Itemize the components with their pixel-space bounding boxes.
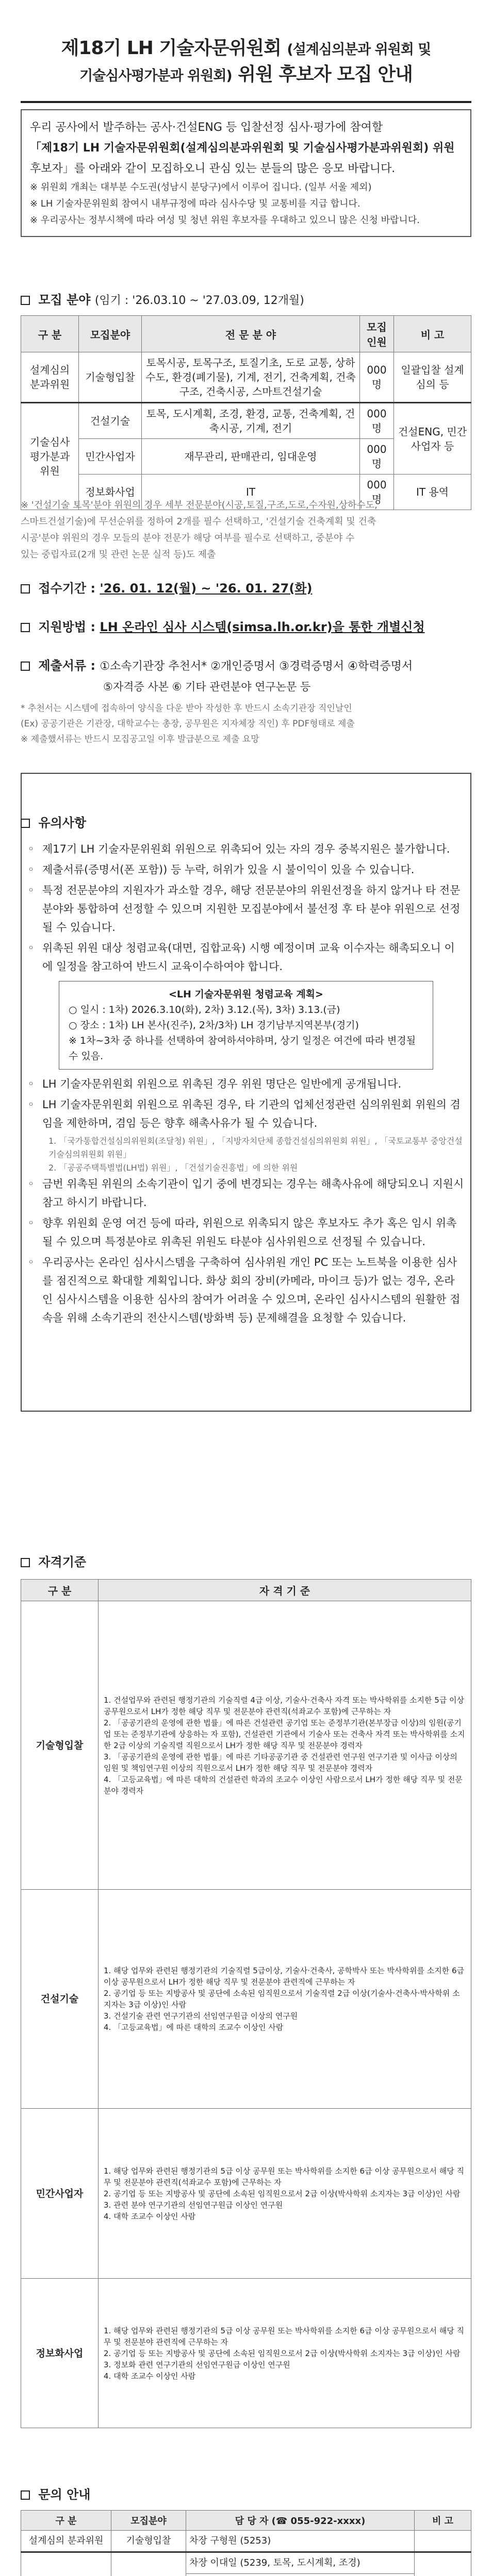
cell-person: 차장 이대일 (5239, 토목, 도시계획, 조경) — [186, 2552, 415, 2574]
cell-note: IT 용역 — [394, 474, 471, 510]
cell-count: 000명 — [360, 474, 394, 510]
notice-subitem: 1. 「국가통합건설심의위원회(조달청) 위원」, 「지방자치단체 종합건설심의위원회 위원」, 「국토교통부 중앙건설기술심의위원회 위원」 — [48, 1136, 463, 1159]
field-table — [21, 315, 471, 510]
table-row — [21, 2279, 471, 2428]
list-item: ◦ 금번 위촉된 위원의 소속기관이 입기 중에 변경되는 경우는 해촉사유에 해당되오니 지원시 참고 하시기 바랍니다. — [28, 1175, 464, 1212]
notice-list — [21, 840, 471, 1329]
notice-text: 금번 위촉된 위원의 소속기관이 입기 중에 변경되는 경우는 해촉사유에 해당되오니 지원시 참고 하시기 바랍니다. — [42, 1178, 464, 1209]
notice-text: 제출서류(증명서(폰 포함)) 등 누락, 허위가 있을 시 불이익이 있을 수 있습니다. — [42, 863, 415, 876]
table-header-row — [21, 1580, 471, 1601]
cell-area — [111, 2552, 186, 2576]
section-recruit-field — [21, 291, 471, 310]
section-sub: (임기 : '26.03.10 ~ '27.03.09, 12개월) — [94, 294, 304, 307]
table-row — [21, 2109, 471, 2279]
section-qualifications — [21, 1553, 471, 1571]
intro-line-1: 우리 공사에서 발주하는 공사·건설ENG 등 입찰선정 심사·평가에 참여할 — [30, 121, 383, 134]
section-documents — [21, 657, 471, 675]
section-label: 제출서류 : — [38, 658, 96, 673]
table-row — [21, 403, 471, 439]
table-header-row — [21, 2511, 471, 2531]
notice-text: 향후 위원회 운영 여건 등에 따라, 위원으로 위촉되지 않은 후보자도 추가 혹은 임시 위촉될 수 있으며 특정분야로 위촉된 위원도 타분야 심사위원으로 선정될 수 있습니다. — [42, 1217, 457, 1248]
notice-text: 특정 전문분야의 지원자가 과소할 경우, 해당 전문분야의 위원선정을 하지 않거나 타 전문분야와 통합하여 선정할 수 있으며 지원한 모집분야에서 불선정 후 타 분야 위원으로 선정될 수 있습니다. — [42, 884, 461, 934]
cell-group — [21, 2552, 111, 2576]
cell-group: 설계심의 분과위원 — [21, 352, 79, 403]
section-notice — [21, 814, 471, 832]
list-item: ◦ LH 기술자문위원회 위원으로 위촉된 경우, 타 기관의 업체선정관련 심의위원회 위원의 겸임을 제한하며, 겸임 등은 향후 해촉사유가 될 수 있습니다. — [28, 1095, 464, 1132]
cell-area: 건설기술 — [79, 403, 142, 439]
list-item: ◦ 위촉된 위원 대상 청렴교육(대면, 집합교육) 시행 예정이며 교육 이수자는 해촉되오니 이에 일정을 참고하여 반드시 교육이수하여야 합니다. — [28, 939, 464, 976]
intro-note-3: ※ 우리공사는 정부시책에 따라 여성 및 청년 위원 후보자를 우대하고 있으니 많은 신청 바랍니다. — [30, 215, 420, 226]
schedule-box — [59, 981, 433, 1070]
title-block — [21, 36, 471, 89]
intro-note-1: ※ 위원회 개최는 대부분 수도권(성남시 분당구)에서 이루어 집니다. (일부 서울 제외) — [30, 182, 372, 193]
section-label: 모집 분야 — [38, 293, 91, 307]
checkbox-square-icon — [21, 819, 30, 828]
documents-note-1: * 추천서는 시스템에 접속하여 양식을 다운 받아 작성한 후 반드시 소속기관장 직인날인 — [21, 703, 352, 714]
checkbox-square-icon — [21, 1558, 30, 1567]
page-title — [21, 36, 471, 62]
cell-category: 기술형입찰 — [21, 1601, 99, 1890]
title-line1-b: (설계심의분과 위원회 및 — [287, 42, 431, 58]
cell-category: 정보화사업 — [21, 2279, 99, 2428]
period-value: '26. 01. 12(월) ~ '26. 01. 27(화) — [100, 581, 313, 596]
table-row — [21, 1890, 471, 2109]
section-contact — [21, 2486, 471, 2503]
documents-line-2: ⑤자격증 사본 ⑥ 기타 관련분야 연구논문 등 — [103, 681, 311, 693]
cell-area: 민간사업자 — [79, 439, 142, 474]
checkbox-square-icon — [21, 584, 30, 594]
cell-category: 민간사업자 — [21, 2109, 99, 2279]
cell-count: 000명 — [360, 439, 394, 474]
cell-criteria: 1. 해당 업무와 관련된 행정기관의 5급 이상 공무원 또는 박사학위를 소지한 6급 이상 공무원으로서 해당 직무 및 전문분야 관련직에 근무하는 자 2. 공기업 등 또는 지방공사 및 공단에 소속된 임직원으로서 2급 이상(박사학위 소지자는 3급 이상)인 사람 3. 정보화 관련 연구기관의 선임연구원급 이상인 연구원 4. 대학 조교수 이상인 사람 — [99, 2279, 471, 2428]
schedule-date: ○ 일시 : 1차) 2026.3.10(화), 2차) 3.12.(목), 3차) 3.13.(금) — [69, 1004, 340, 1015]
th-group: 구 분 — [21, 316, 79, 352]
table-row — [21, 352, 471, 403]
schedule-caption: <LH 기술자문위원 청렴교육 계획> — [169, 989, 323, 1000]
section-label: 접수기간 : — [38, 581, 96, 596]
field-note-3: 시공'분야 위원의 경우 모들의 분야 전문가 해당 여부를 필수로 선택하고, 중분야 수 — [21, 533, 355, 544]
list-item: ◦ 우리공사는 온라인 심사시스템을 구축하여 심사위원 개인 PC 또는 노트북을 이용한 심사를 점진적으로 확대할 계획입니다. 화상 회의 장비(카메라, 마이크 등)가 없는 경우, 온라인 심사시스템을 이용한 심사의 참여가 어려울 수 있으며, 온라인 심사시스템의 원활한 접속을 위해 소속기관의 전산시스템(방화벽 등) 문제해결을 요청할 수 있습니다. — [28, 1253, 464, 1327]
cell-detail: 토목시공, 토목구조, 토질기초, 도로 교통, 상하수도, 환경(폐기물), 기계, 전기, 건축계획, 건축구조, 건축시공, 스마트건설기술 — [142, 352, 360, 403]
table-row — [21, 2531, 471, 2552]
title-rule — [21, 101, 471, 103]
cell-detail: 토목, 도시계획, 조경, 환경, 교통, 건축계획, 건축시공, 기계, 전기 — [142, 403, 360, 439]
th-count: 모집인원 — [360, 316, 394, 352]
section-label: 자격기준 — [38, 1555, 87, 1569]
th-group: 구 분 — [21, 2511, 111, 2531]
th-criteria: 자 격 기 준 — [99, 1580, 471, 1601]
section-apply-method — [21, 618, 471, 636]
intro-box — [21, 109, 471, 237]
checkbox-square-icon — [21, 662, 30, 671]
field-note-2: 스마트건설기술)에 무선순위를 정하여 2개를 필수 선택하고, '건설기술 건축계획 및 건축 — [21, 516, 376, 527]
notice-text: 우리공사는 온라인 심사시스템을 구축하여 심사위원 개인 PC 또는 노트북을 이용한 심사를 점진적으로 확대할 계획입니다. 화상 회의 장비(카메라, 마이크 등)가 없는 경우, 온라인 심사시스템을 이용한 심사의 참여가 어려울 수 있으며, 온라인 심사시스템의 원활한 접속을 위해 소속기관의 전산시스템(방화벽 등) 문제해결을 요청할 수 있습니다. — [42, 1256, 461, 1324]
cell-criteria: 1. 건설업무와 관련된 행정기관의 기술직렬 4급 이상, 기술사·건축사 자격 또는 박사학위를 소지한 5급 이상 공무원으로서 LH가 정한 해당 직무 및 전문분야 관련직(석좌교수 포함)에 근무하는 자 2. 「공공기관의 운영에 관한 법률」에 따른 건설관련 공기업 또는 준정부기관(본부장급 이상)의 임원(공기업 또는 준정부기관에 상응하는 자 포함), 건설관련 기관에서 기술사 또는 건축사 자격 또는 박사학위를 소지한 2급 이상의 기술직렬 직원으로서 LH가 정한 해당 직무 및 전문분야 경력자 3. 「공공기관의 운영에 관한 법률」에 따른 기타공공기관 중 건설관련 연구원 연구기관 및 이사급 이상의 임원 및 책임연구원 이상의 직원으로서 LH가 정한 해당 직무 및 전문분야 경력자 4. 「고등교육법」에 따른 대학의 건설관련 학과의 조교수 이상인 사람으로서 LH가 정한 해당 직무 및 전문분야 경력자 — [99, 1601, 471, 1890]
intro-note-2: ※ LH 기술자문위원회 참여시 내부규정에 따라 심사수당 및 교통비를 지급 합니다. — [30, 198, 360, 209]
title-line2-b: 위원 후보자 모집 안내 — [238, 64, 413, 85]
th-area: 모집분야 — [111, 2511, 186, 2531]
list-item: ◦ 향후 위원회 운영 여건 등에 따라, 위원으로 위촉되지 않은 후보자도 추가 혹은 임시 위촉될 수 있으며 특정분야로 위촉된 위원도 타분야 심사위원으로 선정될 수 있습니다. — [28, 1214, 464, 1251]
th-category: 구 분 — [21, 1580, 99, 1601]
cell-area: 정보화사업 — [79, 474, 142, 510]
cell-note: 건설ENG, 민간사업자 등 — [394, 403, 471, 474]
contact-table — [21, 2510, 471, 2576]
documents-line-1: ①소속기관장 추천서* ②개인증명서 ③경력증명서 ④학력증명서 — [100, 660, 413, 673]
checkbox-square-icon — [21, 2490, 30, 2500]
cell-detail: IT — [142, 474, 360, 510]
cell-person: 차장 구형원 (5253) — [186, 2531, 415, 2552]
cell-person — [186, 2574, 415, 2576]
notice-text: LH 기술자문위원회 위원으로 위촉된 경우 위원 명단은 일반에게 공개됩니다. — [42, 1078, 402, 1090]
documents-note-3: ※ 제출했서류는 반드시 모집공고일 이후 발급분으로 제출 요망 — [21, 734, 259, 744]
section-label: 지원방법 : — [38, 620, 96, 634]
cell-count: 000명 — [360, 352, 394, 403]
schedule-note: ※ 1차~3차 중 하나를 선택하여 참여하셔야하며, 상기 일정은 여건에 따라 변경될 수 있음. — [69, 1035, 416, 1062]
cell-detail: 재무관리, 판매관리, 임대운영 — [142, 439, 360, 474]
section-label: 유의사항 — [38, 816, 87, 830]
cell-criteria: 1. 해당 업무와 관련된 행정기관의 기술직렬 5급이상, 기술사·건축사, 공학박사 또는 박사학위를 소지한 6급 이상 공무원으로서 LH가 정한 해당 직무 및 전문분야 관련직에 근무하는 자 2. 공기업 등 또는 지방공사 및 공단에 소속된 임직원으로서 기술직렬 2급 이상(기술사·건축사·박사학위 소지자는 3급 이상)인 사람 3. 건설기술 관련 연구기관의 선임연구원급 이상의 연구원 4. 「고등교육법」에 따른 대학의 조교수 이상인 사람 — [99, 1890, 471, 2109]
intro-line-3: 후보자」를 아래와 같이 모집하오니 관심 있는 분들의 많은 응모 바랍니다. — [30, 162, 396, 175]
field-note-1: ※ '건설기술 토목'분야 위원의 경우 세부 전문분야(시공,토질,구조,도로,수자원,상하수도, — [21, 500, 378, 511]
table-row — [21, 2552, 471, 2574]
list-item: ◦ LH 기술자문위원회 위원으로 위촉된 경우 위원 명단은 일반에게 공개됩니다. — [28, 1075, 464, 1093]
th-area: 모집분야 — [79, 316, 142, 352]
cell-area: 기술형입찰 — [111, 2531, 186, 2552]
cell-area: 기술형입찰 — [79, 352, 142, 403]
intro-line-2: 「제18기 LH 기술자문위원회(설계심의분과위원회 및 기술심사평가분과위원회) 위원 — [30, 142, 455, 155]
documents-notes — [21, 701, 471, 747]
checkbox-square-icon — [21, 296, 30, 305]
documents-block — [21, 677, 471, 696]
cell-note — [415, 2531, 471, 2552]
table-row — [21, 1601, 471, 1890]
notice-text: LH 기술자문위원회 위원으로 위촉된 경우, 타 기관의 업체선정관련 심의위원회 위원의 겸임을 제한하며, 겸임 등은 향후 해촉사유가 될 수 있습니다. — [42, 1098, 461, 1129]
notice-subitem: 2. 「공공주택특별법(LH법) 위원」, 「건설기술진흥법」에 의한 위원 — [48, 1163, 298, 1173]
cell-criteria: 1. 해당 업무와 관련된 행정기관의 5급 이상 공무원 또는 박사학위를 소지한 6급 이상 공무원으로서 해당 직무 및 전문분야 관련직(석좌교수 포함)에 근무하는 자 2. 공기업 등 또는 지방공사 및 공단에 소속된 임직원으로서 2급 이상(박사학위 소지자는 3급 이상)인 사람 3. 관련 분야 연구기관의 선임연구원급 이상인 연구원 4. 대학 조교수 이상인 사람 — [99, 2109, 471, 2279]
section-label: 문의 안내 — [38, 2487, 91, 2502]
field-note-4: 있는 중립자료(2개 및 관련 논문 실적 등)도 제출 — [21, 549, 216, 560]
list-item: ◦ 제17기 LH 기술자문위원회 위원으로 위촉되어 있는 자의 경우 중복지원은 불가합니다. — [28, 840, 464, 858]
list-item: ◦ 특정 전문분야의 지원자가 과소할 경우, 해당 전문분야의 위원선정을 하지 않거나 타 전문분야와 통합하여 선정할 수 있으며 지원한 모집분야에서 불선정 후 타 분야 위원으로 선정될 수 있습니다. — [28, 881, 464, 937]
cell-category: 건설기술 — [21, 1890, 99, 2109]
title-line2-a: 기술심사평가분과 위원회) — [79, 68, 232, 84]
apply-method-value[interactable]: LH 온라인 심사 시스템(simsa.lh.or.kr)을 통한 개별신청 — [100, 620, 425, 634]
th-note: 비 고 — [415, 2511, 471, 2531]
field-notes — [21, 497, 471, 563]
schedule-place: ○ 장소 : 1차) LH 본사(진주), 2차/3차) LH 경기남부지역본부(경기) — [69, 1020, 359, 1031]
cell-note — [415, 2552, 471, 2576]
cell-note: 일괄입찰 설계심의 등 — [394, 352, 471, 403]
notice-text: 위촉된 위원 대상 청렴교육(대면, 집합교육) 시행 예정이며 교육 이수자는 해촉되오니 이에 일정을 참고하여 반드시 교육이수하여야 합니다. — [42, 942, 455, 973]
th-detail: 전 문 분 야 — [142, 316, 360, 352]
cell-group: 기술심사 평가분과 위원 — [21, 403, 79, 510]
cell-count: 000명 — [360, 403, 394, 439]
cell-group: 설계심의 분과위원 — [21, 2531, 111, 2552]
table-header-row — [21, 316, 471, 352]
page-title-line2 — [21, 62, 471, 89]
list-item: ◦ 제출서류(증명서(폰 포함)) 등 누락, 허위가 있을 시 불이익이 있을 수 있습니다. — [28, 860, 464, 879]
title-line1-a: 제18기 LH 기술자문위원회 — [61, 38, 281, 59]
th-contact: 담 당 자 (☎ 055-922-xxxx) — [186, 2511, 415, 2531]
notice-text: 제17기 LH 기술자문위원회 위원으로 위촉되어 있는 자의 경우 중복지원은 불가합니다. — [42, 843, 450, 855]
section-period — [21, 580, 471, 597]
th-note: 비 고 — [394, 316, 471, 352]
checkbox-square-icon — [21, 623, 30, 632]
qualification-table — [21, 1579, 471, 2428]
documents-note-2: (Ex) 공공기관은 기관장, 대학교수는 총장, 공무원은 지자체장 직인) 후 PDF형태로 제출 — [21, 719, 355, 729]
